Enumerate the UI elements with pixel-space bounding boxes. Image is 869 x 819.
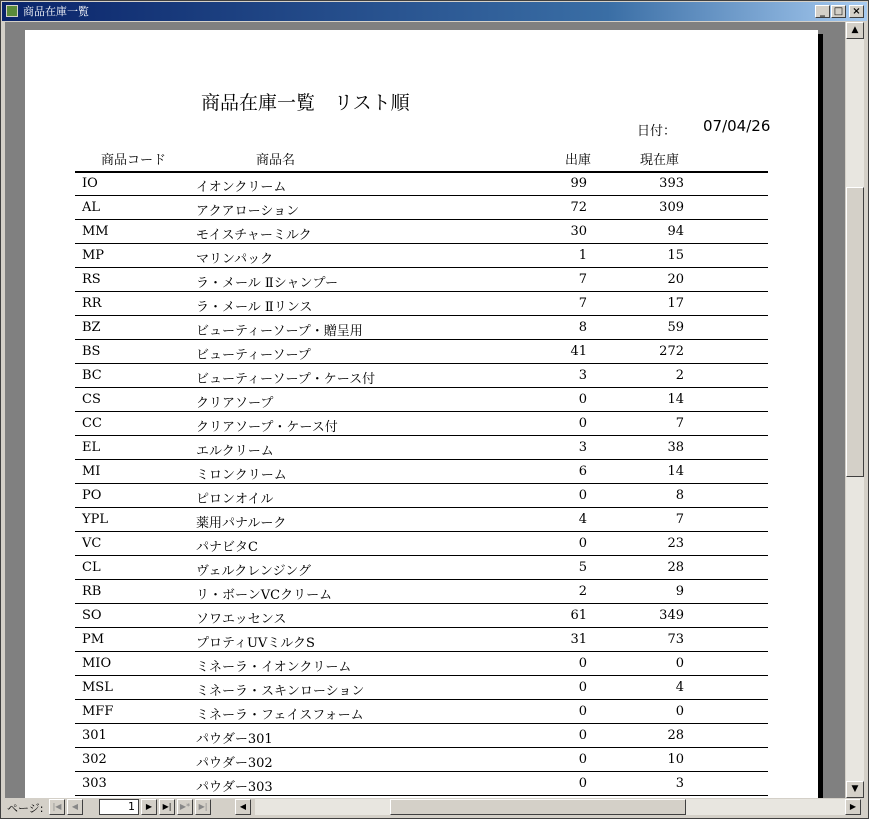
product-name-cell: モイスチャーミルク	[196, 228, 312, 243]
product-name-cell: ラ・メール Ⅱリンス	[196, 300, 313, 315]
minimize-button[interactable]: _	[815, 5, 830, 18]
table-row	[75, 412, 768, 436]
product-code-cell: VC	[82, 536, 102, 551]
stock-qty-cell: 3	[675, 776, 684, 791]
product-name-cell: プロティUVミルクS	[196, 636, 315, 651]
table-row	[75, 196, 768, 220]
table-row	[75, 676, 768, 700]
product-name-cell: ミネーラ・イオンクリーム	[196, 660, 352, 675]
product-name-cell: クリアソープ・ケース付	[196, 420, 338, 435]
table-row	[75, 436, 768, 460]
table-row	[75, 628, 768, 652]
app-icon	[6, 5, 18, 17]
stock-qty-cell: 2	[675, 368, 684, 383]
out-qty-cell: 0	[578, 488, 587, 503]
vertical-scroll-thumb[interactable]	[846, 187, 864, 477]
product-name-cell: 薬用パナルーク	[196, 516, 287, 531]
scroll-down-button[interactable]: ▼	[846, 781, 864, 798]
stock-qty-cell: 4	[675, 680, 684, 695]
out-qty-cell: 3	[578, 368, 587, 383]
table-row	[75, 316, 768, 340]
product-name-cell: クリアソープ	[196, 396, 274, 411]
scroll-left-button[interactable]: ◀	[235, 799, 251, 815]
end-record-button[interactable]: ▶|	[195, 799, 211, 815]
product-code-cell: BC	[82, 368, 102, 383]
table-row	[75, 556, 768, 580]
stock-qty-cell: 272	[659, 344, 684, 359]
product-code-cell: MM	[82, 224, 109, 239]
out-qty-cell: 0	[578, 728, 587, 743]
column-header-stock: 現在庫	[640, 153, 680, 168]
table-row	[75, 460, 768, 484]
title-bar[interactable]	[2, 2, 867, 21]
stock-qty-cell: 14	[667, 464, 684, 479]
table-row	[75, 580, 768, 604]
table-row	[75, 172, 768, 196]
out-qty-cell: 5	[578, 560, 587, 575]
product-name-cell: パナビタC	[196, 540, 258, 555]
product-name-cell: ヴェルクレンジング	[196, 564, 311, 579]
product-code-cell: IO	[82, 176, 98, 191]
product-code-cell: PM	[82, 632, 105, 647]
out-qty-cell: 8	[578, 320, 587, 335]
table-row	[75, 700, 768, 724]
horizontal-scroll-thumb[interactable]	[390, 799, 686, 815]
out-qty-cell: 0	[578, 752, 587, 767]
product-code-cell: CC	[82, 416, 102, 431]
product-name-cell: ミロンクリーム	[196, 468, 287, 483]
out-qty-cell: 7	[578, 272, 587, 287]
table-row	[75, 532, 768, 556]
stock-qty-cell: 38	[667, 440, 684, 455]
page-label: ページ:	[7, 802, 44, 815]
stock-qty-cell: 9	[675, 584, 684, 599]
product-name-cell: パウダー303	[196, 780, 273, 795]
table-row	[75, 364, 768, 388]
product-name-cell: ミネーラ・フェイスフォーム	[196, 708, 364, 723]
stock-qty-cell: 15	[667, 248, 684, 263]
product-name-cell: パウダー302	[196, 756, 273, 771]
column-header-out: 出庫	[565, 153, 592, 168]
product-name-cell: ソワエッセンス	[196, 612, 287, 627]
out-qty-cell: 0	[578, 536, 587, 551]
product-code-cell: 302	[82, 752, 107, 767]
product-code-cell: YPL	[82, 512, 108, 527]
out-qty-cell: 4	[578, 512, 587, 527]
out-qty-cell: 99	[570, 176, 587, 191]
product-code-cell: BS	[82, 344, 101, 359]
date-label: 日付：	[637, 124, 677, 139]
vertical-scrollbar[interactable]	[846, 22, 864, 798]
navigation-bar	[5, 798, 864, 816]
table-row	[75, 748, 768, 772]
table-row	[75, 220, 768, 244]
page-number-input[interactable]: 1	[99, 799, 139, 815]
stock-qty-cell: 28	[667, 560, 684, 575]
table-row	[75, 292, 768, 316]
report-preview-area[interactable]	[5, 22, 845, 798]
table-row	[75, 340, 768, 364]
scroll-up-button[interactable]: ▲	[846, 22, 864, 39]
product-code-cell: MI	[82, 464, 101, 479]
column-header-code: 商品コード	[101, 153, 167, 168]
report-title: 商品在庫一覧 リスト順	[201, 92, 410, 114]
out-qty-cell: 0	[578, 392, 587, 407]
table-row	[75, 484, 768, 508]
product-code-cell: 301	[82, 728, 107, 743]
close-button[interactable]: ×	[849, 5, 864, 18]
stock-qty-cell: 59	[667, 320, 684, 335]
out-qty-cell: 31	[570, 632, 587, 647]
product-code-cell: CL	[82, 560, 101, 575]
product-name-cell: アクアローション	[196, 204, 300, 219]
product-code-cell: RB	[82, 584, 102, 599]
stock-qty-cell: 73	[667, 632, 684, 647]
table-row	[75, 268, 768, 292]
stock-qty-cell: 8	[675, 488, 684, 503]
product-code-cell: MSL	[82, 680, 113, 695]
out-qty-cell: 72	[570, 200, 587, 215]
table-row	[75, 508, 768, 532]
product-name-cell: ビューティーソープ・ケース付	[196, 372, 376, 387]
stock-qty-cell: 20	[667, 272, 684, 287]
out-qty-cell: 0	[578, 704, 587, 719]
scroll-right-button[interactable]: ▶	[845, 799, 861, 815]
out-qty-cell: 0	[578, 776, 587, 791]
product-name-cell: パウダー301	[196, 732, 273, 747]
stock-qty-cell: 0	[675, 704, 684, 719]
stock-qty-cell: 393	[659, 176, 684, 191]
out-qty-cell: 2	[578, 584, 587, 599]
product-code-cell: EL	[82, 440, 101, 455]
product-code-cell: RS	[82, 272, 101, 287]
table-row	[75, 388, 768, 412]
out-qty-cell: 30	[570, 224, 587, 239]
out-qty-cell: 0	[578, 656, 587, 671]
stock-qty-cell: 23	[667, 536, 684, 551]
out-qty-cell: 0	[578, 416, 587, 431]
last-page-button[interactable]: ▶|	[159, 799, 175, 815]
maximize-button[interactable]: □	[831, 5, 846, 18]
page-shadow	[818, 34, 823, 798]
table-row	[75, 724, 768, 748]
table-row	[75, 604, 768, 628]
stock-qty-cell: 7	[675, 416, 684, 431]
out-qty-cell: 41	[570, 344, 587, 359]
out-qty-cell: 0	[578, 680, 587, 695]
product-code-cell: MFF	[82, 704, 114, 719]
product-code-cell: PO	[82, 488, 102, 503]
product-code-cell: 303	[82, 776, 107, 791]
next-page-button[interactable]: ▶	[141, 799, 157, 815]
product-code-cell: AL	[82, 200, 101, 215]
new-record-button[interactable]: ▶*	[177, 799, 193, 815]
stock-qty-cell: 309	[659, 200, 684, 215]
product-code-cell: CS	[82, 392, 101, 407]
product-code-cell: MP	[82, 248, 105, 263]
product-code-cell: BZ	[82, 320, 101, 335]
table-row	[75, 244, 768, 268]
product-name-cell: ビューティーソープ	[196, 348, 311, 363]
column-header-name: 商品名	[256, 153, 296, 168]
out-qty-cell: 3	[578, 440, 587, 455]
product-name-cell: エルクリーム	[196, 444, 274, 459]
stock-qty-cell: 17	[667, 296, 684, 311]
stock-qty-cell: 349	[659, 608, 684, 623]
previous-page-button[interactable]: ◀	[67, 799, 83, 815]
stock-qty-cell: 10	[667, 752, 684, 767]
out-qty-cell: 1	[578, 248, 587, 263]
product-name-cell: マリンパック	[196, 252, 274, 267]
product-code-cell: MIO	[82, 656, 112, 671]
product-code-cell: RR	[82, 296, 102, 311]
product-name-cell: ビューティーソープ・贈呈用	[196, 324, 363, 339]
date-value: 07/04/26	[703, 117, 771, 135]
stock-qty-cell: 14	[667, 392, 684, 407]
product-name-cell: リ・ボーンVCクリーム	[196, 588, 333, 603]
horizontal-scrollbar[interactable]	[255, 799, 847, 815]
table-row	[75, 652, 768, 676]
out-qty-cell: 61	[570, 608, 587, 623]
report-page	[25, 30, 818, 798]
window-title: 商品在庫一覧	[23, 5, 89, 18]
product-name-cell: イオンクリーム	[196, 180, 287, 195]
table-row	[75, 772, 768, 796]
out-qty-cell: 7	[578, 296, 587, 311]
product-name-cell: ラ・メール Ⅱシャンプー	[196, 276, 339, 291]
stock-qty-cell: 7	[675, 512, 684, 527]
stock-qty-cell: 94	[667, 224, 684, 239]
stock-qty-cell: 0	[675, 656, 684, 671]
product-name-cell: ピロンオイル	[196, 492, 274, 507]
out-qty-cell: 6	[578, 464, 587, 479]
product-name-cell: ミネーラ・スキンローション	[196, 684, 365, 699]
stock-qty-cell: 28	[667, 728, 684, 743]
first-page-button[interactable]: |◀	[49, 799, 65, 815]
product-code-cell: SO	[82, 608, 102, 623]
